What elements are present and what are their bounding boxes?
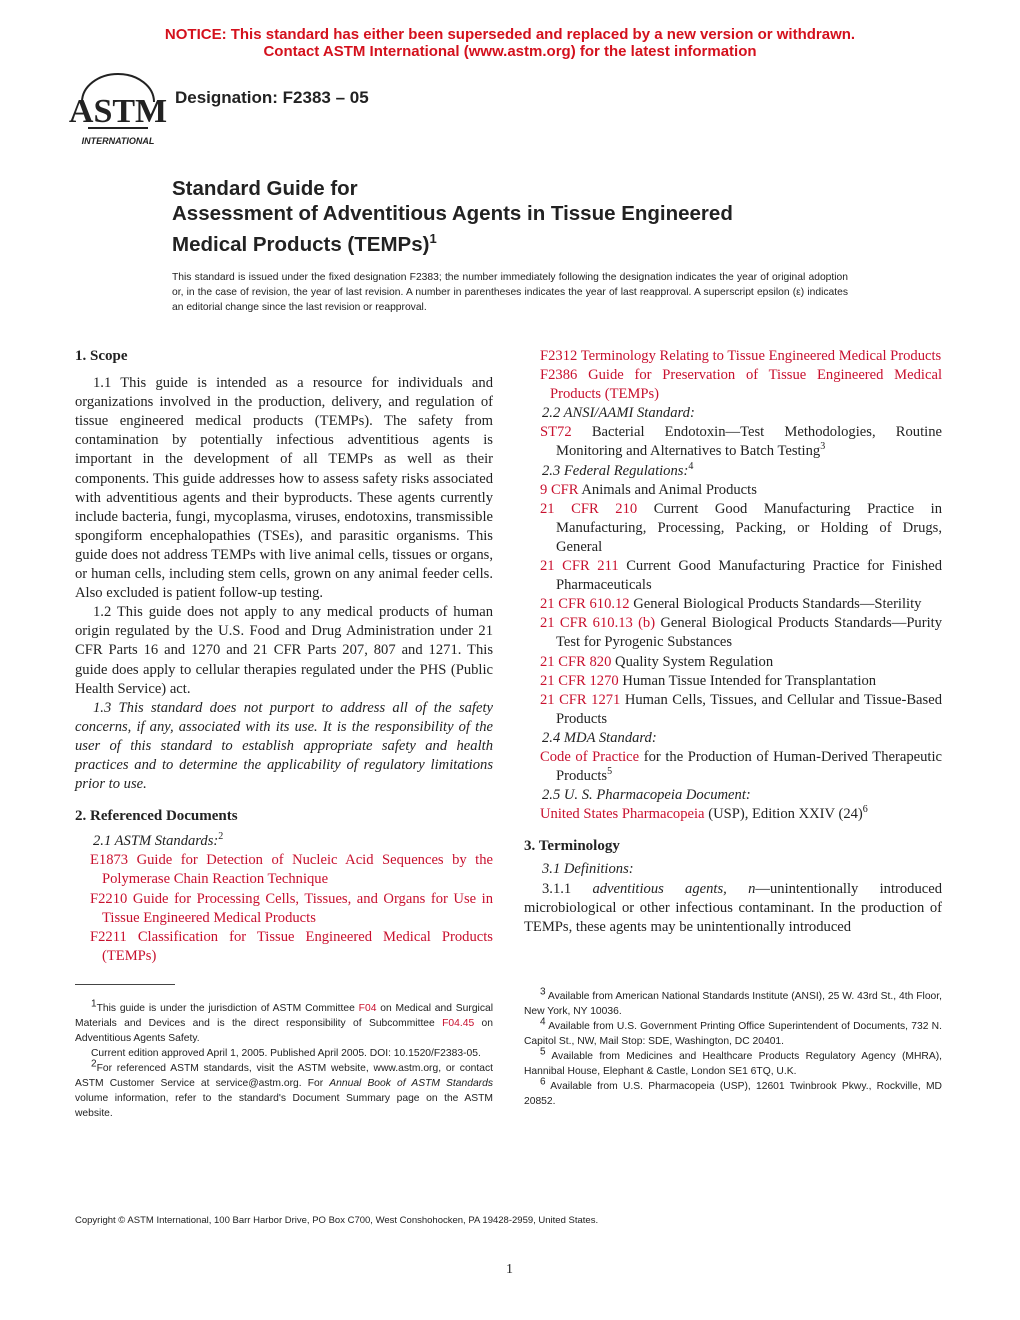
- ref-code[interactable]: 21 CFR 210: [540, 500, 638, 517]
- fn-ref: 3: [820, 441, 826, 453]
- title-footnote: 1: [429, 231, 437, 246]
- footnote-3: [524, 986, 942, 1019]
- left-column: [75, 347, 493, 1121]
- scope-para-3: 1.3 This standard does not purport to address all of the safety concerns, if any, associated with its use. It is the responsibility of the user of this standard to establish appropriate safety and health practices and to determine the applicability of regulatory limitations prior to use.: [75, 699, 493, 793]
- fn-text: on Medical and Surgical Materials and Devices and is the direct responsibility of Subcommittee: [75, 1002, 493, 1029]
- fn-text: Available from U.S. Pharmacopeia (USP), 12601 Twinbrook Pkwy., Rockville, MD 20852.: [524, 1080, 942, 1107]
- fn-link-f04[interactable]: F04: [358, 1002, 377, 1014]
- ref-code[interactable]: 21 CFR 820: [540, 653, 612, 670]
- issued-note: This standard is issued under the fixed designation F2383; the number immediately following the designation indicates the year of original adoption or, in the case of revision, the year of last revision. A number in parentheses indicates the year of last reapproval. A superscript epsilon (ε) indicates an editorial change since the last revision or reapproval.: [172, 272, 848, 313]
- ref-code[interactable]: F2386: [540, 367, 578, 384]
- ref-text: Quality System Regulation: [615, 653, 774, 670]
- footnote-edition: Current edition approved April 1, 2005. Published April 2005. DOI: 10.1520/F2383-05.: [91, 1047, 481, 1059]
- ref-code[interactable]: F2210: [90, 890, 128, 907]
- fed-label: [524, 462, 942, 481]
- ref-21cfr1271: [524, 691, 942, 729]
- ref-f2312[interactable]: [524, 347, 942, 366]
- copyright: Copyright © ASTM International, 100 Barr Harbor Drive, PO Box C700, West Conshohocken, PA 19428-2959, United States.: [75, 1215, 599, 1226]
- ref-text[interactable]: Guide for Preservation of Tissue Engineered Medical Products (TEMPs): [550, 367, 942, 403]
- astm-label-text: 2.1 ASTM Standards:: [93, 833, 219, 850]
- ref-f2386[interactable]: [524, 366, 942, 404]
- definitions-label: 3.1 Definitions:: [542, 861, 634, 878]
- ref-code[interactable]: 21 CFR 211: [540, 558, 619, 575]
- ref-text: Current Good Manufacturing Practice in Manufacturing, Processing, Packing, or Holding of Drugs, General: [556, 500, 943, 555]
- scope-para-1: 1.1 This guide is intended as a resource for individuals and organizations involved in the production, delivery, and regulation of tissue engineered medical products (TEMPs). The safety from contamination by potentially infectious adventitious agents is important in the development of all TEMPs as well as their components. This guide addresses how to assess safety risks associated with adventitious agents and their byproducts. These agents currently include bacteria, fungi, mycoplasma, viruses, endotoxins, transmissible spongiform encephalopathies (TSEs), and parasitic organisms. This guide does not address TEMPs with live animal cells, tissues or organs, or human cells, including stem cells, grown on any animal feeder cells. Also excluded is patient follow-up testing.: [75, 375, 493, 602]
- ref-code[interactable]: 21 CFR 1271: [540, 691, 621, 708]
- notice-line-1: NOTICE: This standard has either been superseded and replaced by a new version or withdrawn.: [164, 26, 856, 43]
- term-definition: —unintentionally introduced microbiological or other infectious contaminant. In the production of TEMPs, these agents may be unintentionally introduced: [524, 880, 942, 935]
- fn-italic: Annual Book of ASTM Standards: [329, 1077, 493, 1089]
- ref-text[interactable]: Terminology Relating to Tissue Engineered Medical Products: [580, 348, 942, 364]
- title-line-3: [172, 226, 892, 257]
- footnote-4: [524, 1016, 942, 1049]
- ref-21cfr211: [524, 557, 942, 595]
- fn-text: on Adventitious Agents Safety.: [75, 1017, 493, 1044]
- ref-code[interactable]: E1873: [90, 852, 129, 869]
- footnotes-left: [75, 998, 493, 1121]
- title-line-2: Assessment of Adventitious Agents in Tissue Engineered: [172, 202, 733, 225]
- ref-text: General Biological Products Standards—Sterility: [633, 596, 922, 613]
- designation: Designation: F2383 – 05: [175, 88, 369, 107]
- fn-num: 4: [540, 1016, 546, 1028]
- ref-text: (USP), Edition XXIV (24): [708, 806, 863, 823]
- ref-21cfr61012: [524, 595, 942, 614]
- ref-text: for the Production of Human-Derived Therapeutic Products: [556, 748, 942, 785]
- term-adventitious-agents: [524, 880, 942, 937]
- scope-para-2: 1.2 This guide does not apply to any medical products of human origin regulated by the U.S. Food and Drug Administration under 21 CFR Parts 16 and 1270 and 21 CFR Parts 207, 807 and 1271. This guide does apply to cellular therapies regulated under the PHS (Public Health Service) act.: [75, 604, 493, 697]
- astm-standards-label: [75, 832, 493, 851]
- ref-f2210[interactable]: [75, 890, 493, 928]
- ref-21cfr61013b: [524, 614, 942, 652]
- fn-num: 1: [91, 998, 97, 1010]
- footnote-rule: [75, 984, 175, 985]
- ref-usp: [524, 805, 942, 824]
- footnote-2: [75, 1058, 493, 1121]
- footnote-6: [524, 1076, 942, 1109]
- ref-text[interactable]: Guide for Detection of Nucleic Acid Sequences by the Polymerase Chain Reaction Technique: [102, 852, 493, 888]
- ref-21cfr1270: [524, 672, 942, 691]
- fn-text: Available from U.S. Government Printing Office Superintendent of Documents, 732 N. Capitol St., NW, Mail Stop: SDE, Washington, DC 20401.: [524, 1020, 942, 1047]
- fed-label-text: 2.3 Federal Regulations:: [542, 462, 689, 479]
- ref-text: Human Tissue Intended for Transplantation: [622, 672, 877, 689]
- ref-f2211[interactable]: [75, 928, 493, 966]
- usp-label: 2.5 U. S. Pharmacopeia Document:: [542, 787, 751, 804]
- term-name: adventitious agents, n: [592, 880, 756, 897]
- ref-code[interactable]: Code of Practice: [540, 748, 640, 765]
- ref-text: Animals and Animal Products: [581, 481, 757, 498]
- ref-text[interactable]: Classification for Tissue Engineered Medical Products (TEMPs): [102, 928, 493, 964]
- fn-text: For referenced ASTM standards, visit the ASTM website, www.astm.org, or contact ASTM Customer Service at service@astm.org. For: [75, 1062, 493, 1089]
- fn-num: 5: [540, 1046, 546, 1058]
- notice-line-2: Contact ASTM International (www.astm.org) for the latest information: [263, 43, 757, 60]
- ref-code[interactable]: 21 CFR 610.13 (b): [540, 615, 656, 632]
- astm-logo: [68, 70, 168, 150]
- ref-code-of-practice: [524, 748, 942, 786]
- ref-code[interactable]: 21 CFR 610.12: [540, 596, 630, 613]
- logo-subtext: INTERNATIONAL: [81, 136, 155, 146]
- mda-label: 2.4 MDA Standard:: [542, 729, 657, 746]
- ref-text[interactable]: Guide for Processing Cells, Tissues, and Organs for Use in Tissue Engineered Medical Products: [102, 890, 493, 926]
- refs-heading: 2. Referenced Documents: [75, 808, 238, 825]
- ref-text: Current Good Manufacturing Practice for Finished Pharmaceuticals: [556, 558, 942, 594]
- ref-code[interactable]: 9 CFR: [540, 481, 579, 498]
- title-line-3-text: Medical Products (TEMPs): [172, 232, 430, 256]
- ref-code[interactable]: 21 CFR 1270: [540, 672, 619, 689]
- ref-code[interactable]: F2211: [90, 928, 127, 945]
- fn-text: volume information, refer to the standard's Document Summary page on the ASTM website.: [75, 1092, 493, 1119]
- ref-9cfr: [524, 481, 942, 500]
- fn-num: 2: [91, 1058, 97, 1070]
- fn-ref: 5: [607, 766, 613, 778]
- footnotes-right: [524, 986, 942, 1109]
- right-column: [524, 347, 942, 1109]
- astm-fn: 2: [218, 831, 224, 843]
- fn-ref: 6: [862, 804, 868, 816]
- document-title: [172, 176, 892, 257]
- footnote-1: [75, 998, 493, 1046]
- fn-text: This guide is under the jurisdiction of ASTM Committee: [96, 1002, 359, 1014]
- ref-code[interactable]: F2312: [540, 348, 578, 364]
- title-line-1: Standard Guide for: [172, 177, 358, 200]
- fn-text: Available from Medicines and Healthcare Products Regulatory Agency (MHRA), Hannibal House, Elephant & Castle, London SE1 6TQ, U.K.: [524, 1050, 942, 1077]
- ref-code[interactable]: ST72: [540, 424, 572, 441]
- ref-21cfr820: [524, 653, 942, 672]
- footnote-5: [524, 1046, 942, 1079]
- fed-fn: 4: [688, 460, 694, 472]
- scope-heading: 1. Scope: [75, 348, 128, 364]
- term-num: 3.1.1: [542, 880, 572, 897]
- ref-code[interactable]: United States Pharmacopeia: [540, 806, 705, 823]
- logo-text: ASTM: [68, 93, 168, 130]
- ref-st72: [524, 423, 942, 461]
- fn-text: Available from American National Standards Institute (ANSI), 25 W. 43rd St., 4th Floor, New York, NY 10036.: [524, 990, 942, 1017]
- fn-num: 3: [540, 986, 546, 998]
- ansi-label: 2.2 ANSI/AAMI Standard:: [542, 405, 695, 422]
- ref-e1873[interactable]: [75, 851, 493, 889]
- ref-text: General Biological Products Standards—Purity Test for Pyrogenic Substances: [556, 615, 942, 651]
- fn-num: 6: [540, 1076, 546, 1088]
- page-number: 1: [506, 1262, 513, 1277]
- ref-text: Human Cells, Tissues, and Cellular and Tissue-Based Products: [556, 691, 942, 727]
- terminology-heading: 3. Terminology: [524, 838, 620, 855]
- ref-text: Bacterial Endotoxin—Test Methodologies, Routine Monitoring and Alternatives to Batch Testing: [556, 424, 942, 460]
- fn-link-f0445[interactable]: F04.45: [442, 1017, 475, 1029]
- ref-21cfr210: [524, 500, 942, 557]
